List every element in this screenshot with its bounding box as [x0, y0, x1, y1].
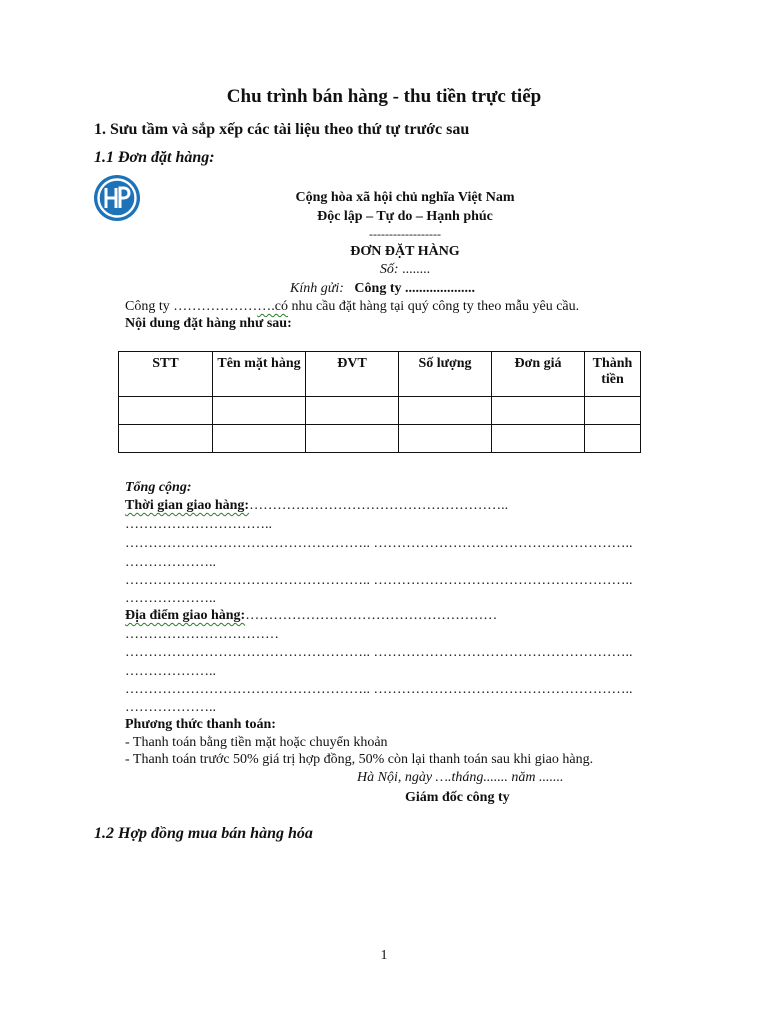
table-header: STT [119, 352, 213, 397]
total-label: Tổng cộng: [125, 480, 192, 495]
number-value: ........ [402, 262, 431, 277]
table-cell [306, 397, 399, 425]
company-wavy: ….có [257, 299, 288, 314]
recipient-value: Công ty .................... [354, 281, 475, 296]
table-header: Thành tiền [585, 352, 641, 397]
signature-title: Giám đốc công ty [405, 790, 510, 805]
date-line: Hà Nội, ngày ….tháng....... năm ....... [357, 770, 564, 785]
table-row [119, 397, 641, 425]
table-cell [119, 397, 213, 425]
delivery-time-dots: ……………….. [125, 591, 216, 606]
table-cell [119, 425, 213, 453]
table-cell [585, 425, 641, 453]
company-suffix: nhu cầu đặt hàng tại quý công ty theo mẫu yêu cầu. [287, 299, 580, 314]
delivery-place-dots: …………………………………………….. ……………………………………………….. [125, 682, 633, 697]
company-logo [93, 174, 141, 222]
table-cell [306, 425, 399, 453]
payment-option: - Thanh toán trước 50% giá trị hợp đồng, 50% còn lại thanh toán sau khi giao hàng. [125, 752, 594, 767]
section-heading-1-2: 1.2 Hợp đồng mua bán hàng hóa [94, 825, 313, 842]
delivery-time-dots: …………………………………………….. ……………………………………………….. [125, 536, 633, 551]
table-cell [399, 397, 492, 425]
table-header: Số lượng [399, 352, 492, 397]
table-header: Tên mặt hàng [213, 352, 306, 397]
table-cell [213, 397, 306, 425]
delivery-place-dots: ……………………………………………… [245, 608, 498, 623]
document-title: Chu trình bán hàng - thu tiền trực tiếp [226, 86, 542, 107]
table-cell [492, 397, 585, 425]
table-row [119, 425, 641, 453]
table-header: Đơn giá [492, 352, 585, 397]
delivery-place-dots: …………………………… [125, 627, 279, 642]
recipient-line [290, 281, 475, 297]
company-line [125, 299, 579, 315]
content-label: Nội dung đặt hàng như sau: [125, 316, 292, 331]
delivery-place-line [125, 608, 497, 624]
form-number [180, 262, 630, 278]
separator: ------------------ [369, 227, 441, 241]
delivery-place-dots: ……………….. [125, 700, 216, 715]
delivery-place-dots: ……………….. [125, 664, 216, 679]
delivery-place-label: Địa điểm giao hàng: [125, 608, 246, 623]
payment-label: Phương thức thanh toán: [125, 717, 276, 732]
order-table [118, 351, 641, 453]
page-number: 1 [380, 948, 388, 963]
form-title: ĐƠN ĐẶT HÀNG [350, 244, 460, 259]
delivery-time-dots: ………………………….. [125, 517, 272, 532]
delivery-time-label: Thời gian giao hàng: [125, 498, 250, 513]
logo-text: HP [93, 174, 95, 175]
delivery-time-dots: ……………….. [125, 555, 216, 570]
section-heading-1-1: 1.1 Đơn đặt hàng: [94, 149, 215, 166]
table-cell [585, 397, 641, 425]
recipient-label: Kính gửi: [290, 281, 344, 296]
table-header: ĐVT [306, 352, 399, 397]
delivery-time-line [125, 498, 508, 514]
delivery-time-dots: ……………………………………………….. [249, 498, 509, 513]
table-cell [399, 425, 492, 453]
delivery-place-dots: …………………………………………….. ……………………………………………….. [125, 645, 633, 660]
number-label: Số: [379, 262, 399, 277]
table-cell [213, 425, 306, 453]
section-heading-1: 1. Sưu tầm và sắp xếp các tài liệu theo thứ tự trước sau [94, 121, 470, 138]
table-header-row [119, 352, 641, 397]
motto: Độc lập – Tự do – Hạnh phúc [317, 209, 493, 224]
company-prefix: Công ty ……………… [125, 299, 258, 314]
national-title: Cộng hòa xã hội chủ nghĩa Việt Nam [295, 190, 515, 205]
table-cell [492, 425, 585, 453]
delivery-time-dots: …………………………………………….. ……………………………………………….. [125, 573, 633, 588]
payment-option: - Thanh toán bằng tiền mặt hoặc chuyển khoản [125, 735, 388, 750]
